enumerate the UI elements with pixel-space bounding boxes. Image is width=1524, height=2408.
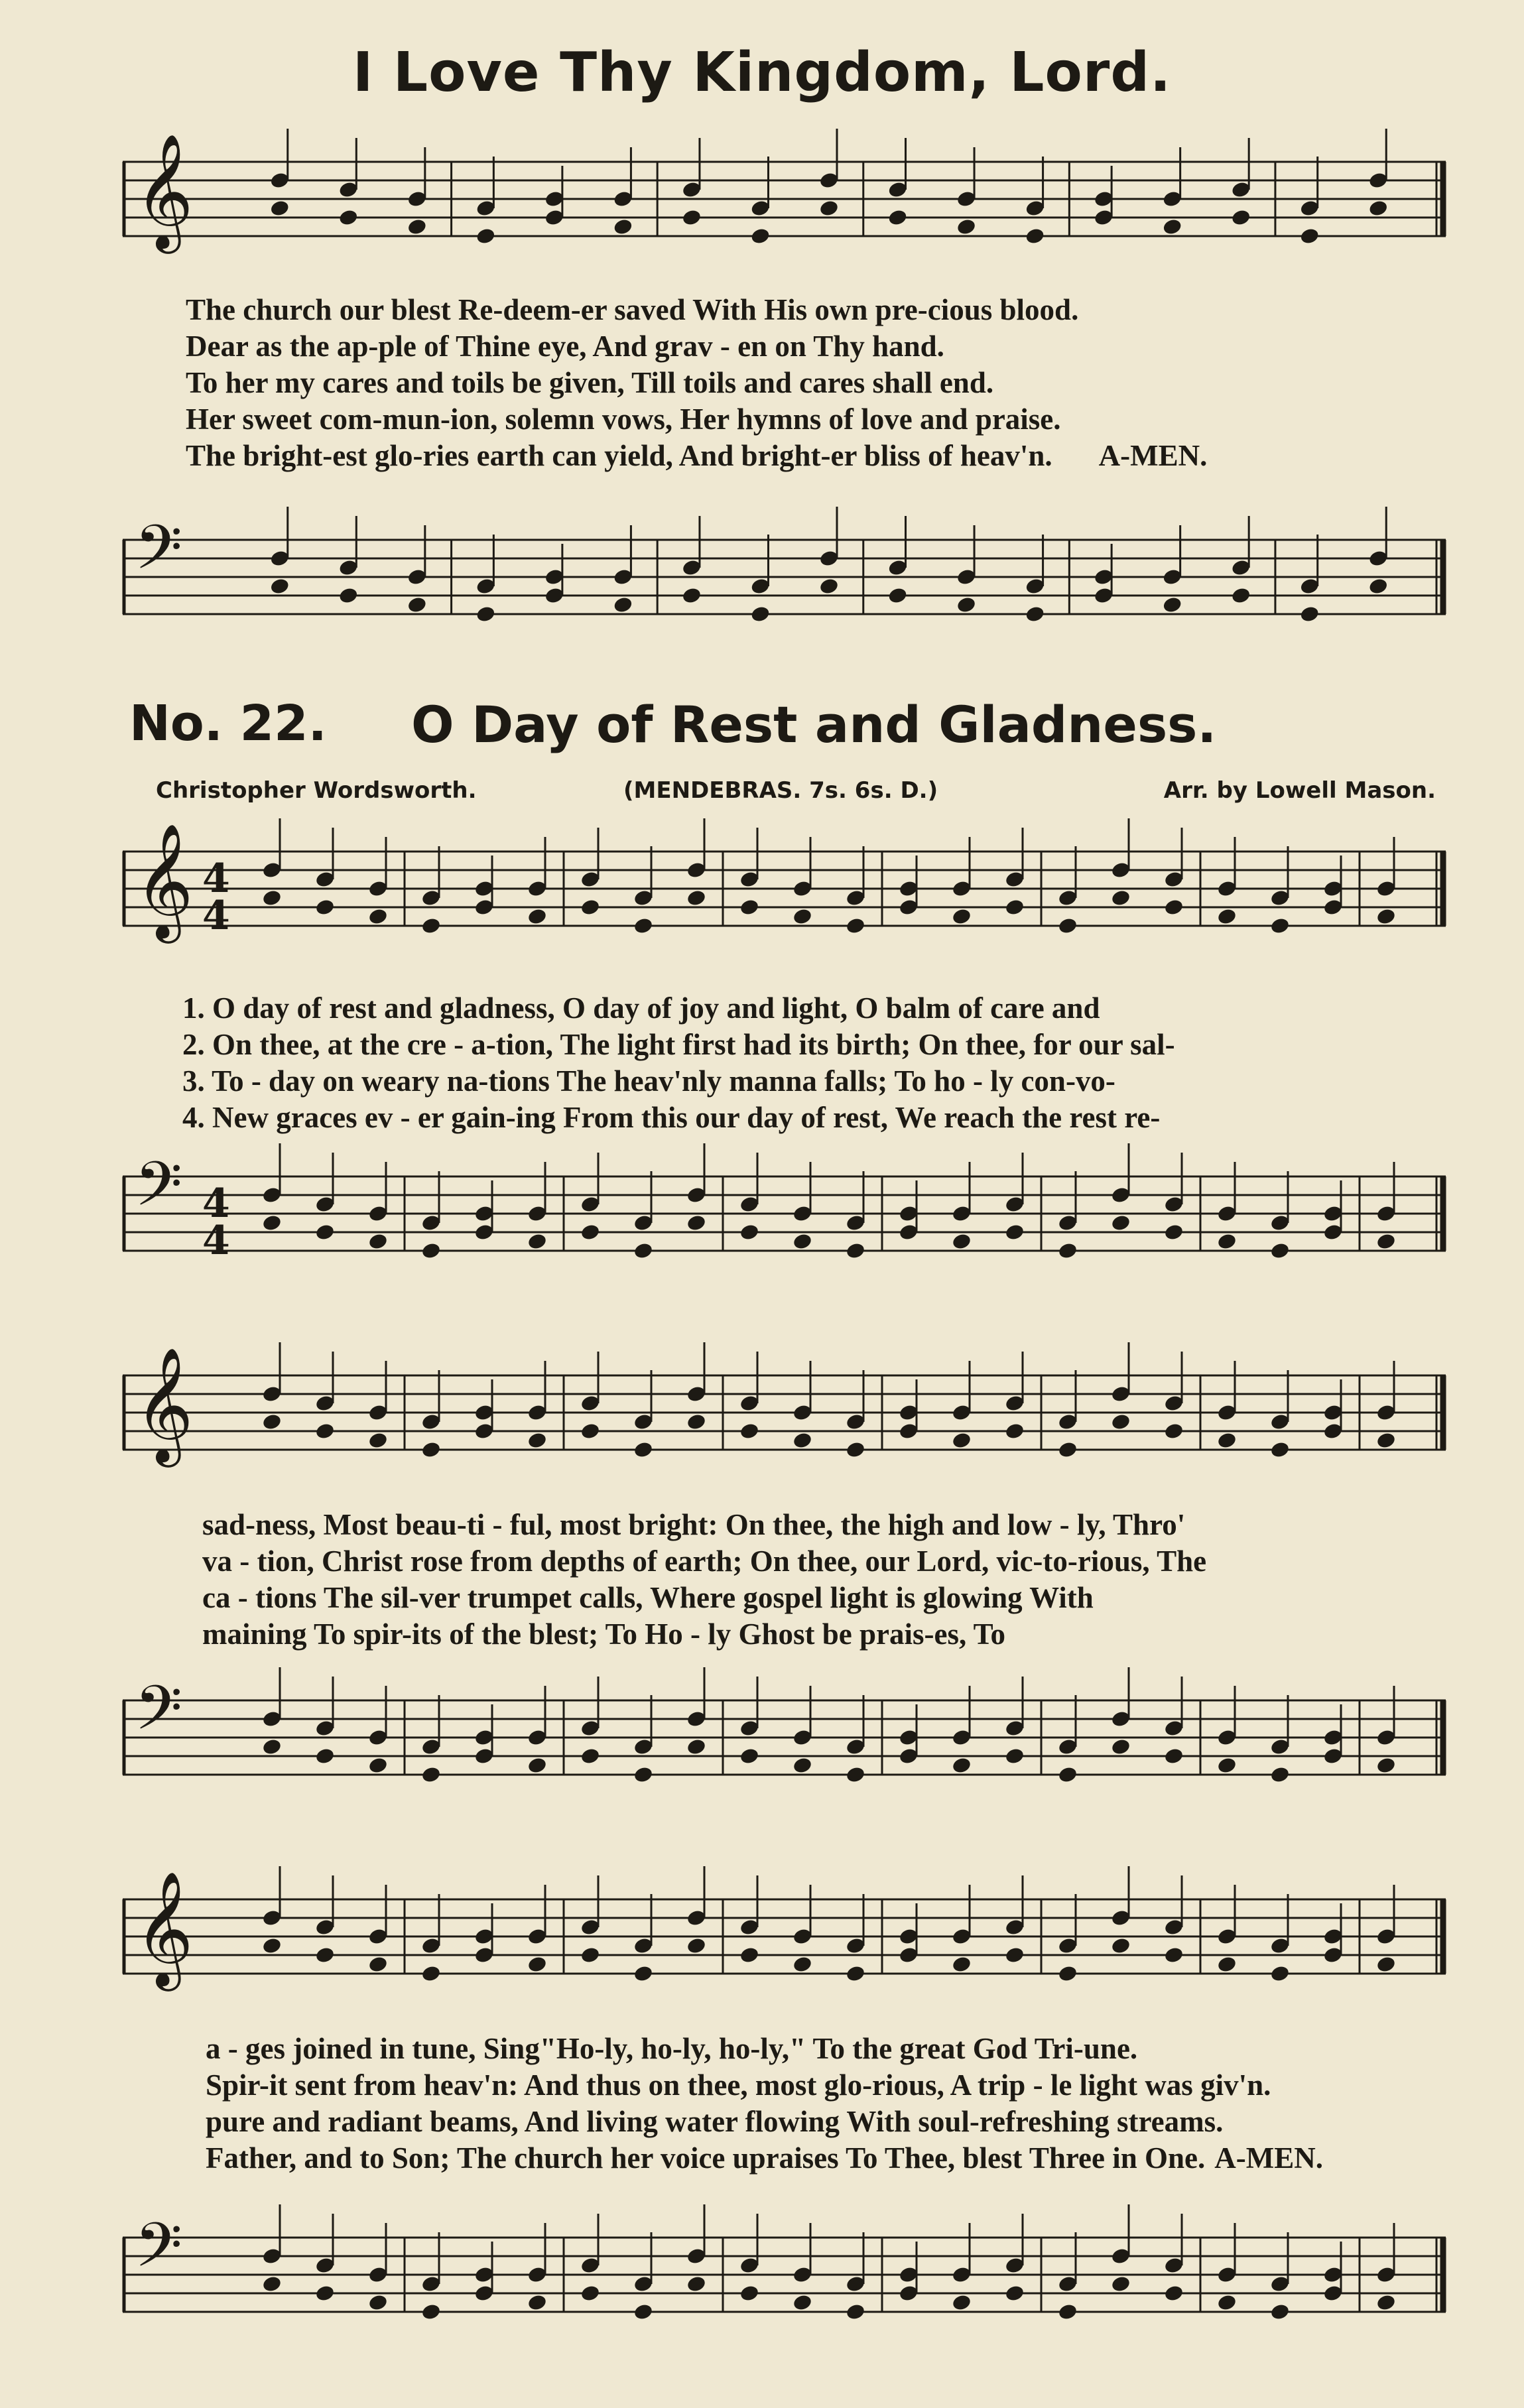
note-head <box>1110 1413 1131 1431</box>
note-head <box>261 1738 282 1756</box>
verse-line-5 <box>186 438 1207 474</box>
note-head <box>792 907 812 926</box>
note-head <box>686 1738 706 1756</box>
note-head <box>1368 577 1389 596</box>
note-head <box>1269 917 1290 935</box>
note-head <box>1269 1964 1290 1983</box>
treble-staff <box>123 1340 1446 1486</box>
note-head <box>367 907 388 926</box>
verse-4 <box>206 2140 1323 2177</box>
note-head <box>1299 605 1320 623</box>
note-head <box>845 1964 865 1983</box>
note-head <box>407 596 427 614</box>
note-head <box>1216 1955 1237 1974</box>
amen-label: A-MEN. <box>1098 439 1208 472</box>
note-head <box>527 907 547 926</box>
note-head <box>338 586 359 605</box>
note-head <box>951 1232 972 1251</box>
note-head <box>845 1440 865 1459</box>
note-head <box>269 577 290 596</box>
note-head <box>686 1936 706 1955</box>
note-head <box>1269 1765 1290 1784</box>
music-system-hymn-1 <box>123 133 1446 630</box>
note-head <box>633 1241 653 1260</box>
verse-2: Spir-it sent from heav'n: And thus on thee, most glo-rious, A trip - le light was giv'n. <box>206 2068 1271 2102</box>
verse-line-3: To her my cares and toils be given, Till toils and cares shall end. <box>186 366 994 399</box>
note-head <box>818 577 839 596</box>
note-head <box>1162 218 1182 236</box>
note-head <box>1163 1946 1184 1964</box>
lyrics-system-2 <box>202 1507 1206 1653</box>
treble-clef-icon: 𝄞 <box>135 823 194 939</box>
note-head <box>1110 1214 1131 1232</box>
hymn-title-day-of-rest: O Day of Rest and Gladness. <box>411 695 1217 754</box>
note-head <box>527 1431 547 1450</box>
note-head <box>407 218 427 236</box>
note-head <box>420 2303 441 2321</box>
note-head <box>739 1422 759 1440</box>
note-head <box>1375 1955 1396 1974</box>
note-head <box>686 1214 706 1232</box>
note-head <box>314 2284 335 2303</box>
note-head <box>1004 1422 1025 1440</box>
note-head <box>580 1747 600 1765</box>
verse-3: pure and radiant beams, And living water flowing With soul-refreshing streams. <box>206 2105 1224 2138</box>
note-head <box>1004 1223 1025 1241</box>
note-head <box>750 605 771 623</box>
note-head <box>739 1747 759 1765</box>
note-head <box>887 586 908 605</box>
note-head <box>1004 1747 1025 1765</box>
note-head <box>613 596 633 614</box>
time-signature-icon: 4 <box>202 893 230 939</box>
note-head <box>420 1440 441 1459</box>
note-head <box>314 1946 335 1964</box>
note-head <box>845 2303 865 2321</box>
note-head <box>1025 605 1045 623</box>
verse-1: 1. O day of rest and gladness, O day of joy and light, O balm of care and <box>182 991 1100 1025</box>
note-head <box>1375 2293 1396 2312</box>
note-head <box>1057 1765 1078 1784</box>
bass-clef-icon: 𝄢 <box>135 1149 183 1236</box>
music-system-2 <box>123 1340 1446 1817</box>
note-head <box>261 2275 282 2293</box>
treble-staff <box>123 1857 1446 2016</box>
note-head <box>633 917 653 935</box>
note-head <box>1057 2303 1078 2321</box>
time-signature-icon: 4 <box>202 1218 230 1264</box>
note-head <box>580 1946 600 1964</box>
note-head <box>420 1964 441 1983</box>
note-head <box>951 2293 972 2312</box>
note-head <box>686 889 706 907</box>
note-head <box>845 917 865 935</box>
note-head <box>1163 1223 1184 1241</box>
note-head <box>887 208 908 227</box>
verse-4-text: Father, and to Son; The church her voice upraises To Thee, blest Three in One. <box>206 2141 1206 2175</box>
note-head <box>367 1431 388 1450</box>
note-head <box>956 596 976 614</box>
note-head <box>1269 1241 1290 1260</box>
hymn-credits <box>156 777 1436 810</box>
note-head <box>1216 1431 1237 1450</box>
note-head <box>580 898 600 917</box>
note-head <box>1231 208 1251 227</box>
bass-staff <box>123 1141 1446 1287</box>
note-head <box>1216 2293 1237 2312</box>
note-head <box>1057 917 1078 935</box>
note-head <box>792 1756 812 1775</box>
verse-4: 4. New graces ev - er gain-ing From this our day of rest, We reach the rest re- <box>182 1101 1161 1134</box>
treble-staff <box>123 133 1446 259</box>
verse-line-1: The church our blest Re-deem-er saved With His own pre-cious blood. <box>186 293 1079 326</box>
note-head <box>750 227 771 245</box>
note-head <box>845 1765 865 1784</box>
note-head <box>633 1440 653 1459</box>
note-head <box>1216 1232 1237 1251</box>
arranger-credit: Arr. by Lowell Mason. <box>1163 777 1436 804</box>
note-head <box>1162 596 1182 614</box>
note-head <box>1057 1440 1078 1459</box>
note-head <box>580 2284 600 2303</box>
bass-staff <box>123 511 1446 643</box>
note-head <box>1025 227 1045 245</box>
note-head <box>527 1232 547 1251</box>
note-head <box>739 898 759 917</box>
note-head <box>1110 2275 1131 2293</box>
note-head <box>1057 1241 1078 1260</box>
music-system-1 <box>123 816 1446 1293</box>
note-head <box>1163 898 1184 917</box>
note-head <box>1216 1756 1237 1775</box>
note-head <box>580 1223 600 1241</box>
verse-line-2: Dear as the ap-ple of Thine eye, And grav - en on Thy hand. <box>186 330 944 363</box>
note-head <box>1057 1964 1078 1983</box>
note-head <box>1004 1946 1025 1964</box>
note-head <box>739 1223 759 1241</box>
lyrics-system-1 <box>182 990 1175 1136</box>
hymn-title-love-thy-kingdom: I Love Thy Kingdom, Lord. <box>352 41 1172 104</box>
note-head <box>686 1413 706 1431</box>
note-head <box>261 1413 282 1431</box>
treble-staff <box>123 816 1446 962</box>
bass-staff <box>123 2195 1446 2354</box>
note-head <box>527 1756 547 1775</box>
note-head <box>845 1241 865 1260</box>
note-head <box>633 2303 653 2321</box>
note-head <box>1110 889 1131 907</box>
note-head <box>792 2293 812 2312</box>
note-head <box>476 227 496 245</box>
note-head <box>1375 1232 1396 1251</box>
bass-clef-icon: 𝄢 <box>135 512 183 599</box>
verse-1: a - ges joined in tune, Sing"Ho-ly, ho-ly, ho-ly," To the great God Tri-une. <box>206 2032 1138 2065</box>
note-head <box>269 199 290 218</box>
note-head <box>314 1747 335 1765</box>
note-head <box>792 1431 812 1450</box>
note-head <box>420 1241 441 1260</box>
verse-2: va - tion, Christ rose from depths of earth; On thee, our Lord, vic-to-rious, The <box>202 1545 1207 1578</box>
bass-clef-icon: 𝄢 <box>135 1673 183 1759</box>
note-head <box>261 1214 282 1232</box>
note-head <box>951 1955 972 1974</box>
note-head <box>739 2284 759 2303</box>
verse-3: 3. To - day on weary na-tions The heav'nly manna falls; To ho - ly con-vo- <box>182 1064 1115 1098</box>
note-head <box>338 208 359 227</box>
treble-clef-icon: 𝄞 <box>135 133 194 249</box>
note-head <box>1110 1738 1131 1756</box>
note-head <box>739 1946 759 1964</box>
note-head <box>1163 2284 1184 2303</box>
note-head <box>261 1936 282 1955</box>
note-head <box>1299 227 1320 245</box>
note-head <box>1004 2284 1025 2303</box>
note-head <box>367 1232 388 1251</box>
music-system-3 <box>123 1857 1446 2361</box>
lyrics-hymn-1 <box>186 292 1207 474</box>
author-credit: Christopher Wordsworth. <box>156 777 477 804</box>
note-head <box>792 1955 812 1974</box>
note-head <box>1163 1422 1184 1440</box>
note-head <box>527 1955 547 1974</box>
note-head <box>1368 199 1389 218</box>
note-head <box>527 2293 547 2312</box>
treble-clef-icon: 𝄞 <box>135 1347 194 1463</box>
verse-4: maining To spir-its of the blest; To Ho - ly Ghost be prais-es, To <box>202 1617 1006 1651</box>
note-head <box>314 1223 335 1241</box>
note-head <box>314 1422 335 1440</box>
note-head <box>686 2275 706 2293</box>
note-head <box>367 1756 388 1775</box>
note-head <box>951 1756 972 1775</box>
note-head <box>1375 1431 1396 1450</box>
time-signature-icon: 4 <box>202 1180 230 1227</box>
treble-clef-icon: 𝄞 <box>135 1871 194 1987</box>
time-signature-icon: 4 <box>202 855 230 902</box>
note-head <box>1004 898 1025 917</box>
note-head <box>1269 1440 1290 1459</box>
note-head <box>261 889 282 907</box>
note-head <box>681 586 702 605</box>
note-head <box>314 898 335 917</box>
bass-staff <box>123 1665 1446 1810</box>
verse-1: sad-ness, Most beau-ti - ful, most bright: On thee, the high and low - ly, Thro' <box>202 1508 1186 1541</box>
verse-line-5-text: The bright-est glo-ries earth can yield, And bright-er bliss of heav'n. <box>186 439 1052 472</box>
note-head <box>633 1765 653 1784</box>
note-head <box>1375 907 1396 926</box>
note-head <box>792 1232 812 1251</box>
note-head <box>1216 907 1237 926</box>
verse-3: ca - tions The sil-ver trumpet calls, Where gospel light is glowing With <box>202 1581 1094 1614</box>
verse-line-4: Her sweet com-mun-ion, solemn vows, Her hymns of love and praise. <box>186 403 1061 436</box>
note-head <box>420 917 441 935</box>
note-head <box>1163 1747 1184 1765</box>
note-head <box>951 907 972 926</box>
note-head <box>1269 2303 1290 2321</box>
note-head <box>818 199 839 218</box>
note-head <box>1375 1756 1396 1775</box>
tune-credit: (MENDEBRAS. 7s. 6s. D.) <box>623 777 938 804</box>
note-head <box>681 208 702 227</box>
hymn-number: No. 22. <box>129 695 327 752</box>
lyrics-system-3 <box>206 2031 1323 2177</box>
amen-label: A-MEN. <box>1214 2141 1323 2175</box>
note-head <box>956 218 976 236</box>
note-head <box>1231 586 1251 605</box>
note-head <box>580 1422 600 1440</box>
note-head <box>367 2293 388 2312</box>
note-head <box>420 1765 441 1784</box>
bass-clef-icon: 𝄢 <box>135 2210 183 2297</box>
note-head <box>367 1955 388 1974</box>
note-head <box>476 605 496 623</box>
note-head <box>951 1431 972 1450</box>
verse-2: 2. On thee, at the cre - a-tion, The light first had its birth; On thee, for our sal- <box>182 1028 1175 1061</box>
note-head <box>613 218 633 236</box>
note-head <box>633 1964 653 1983</box>
note-head <box>1110 1936 1131 1955</box>
